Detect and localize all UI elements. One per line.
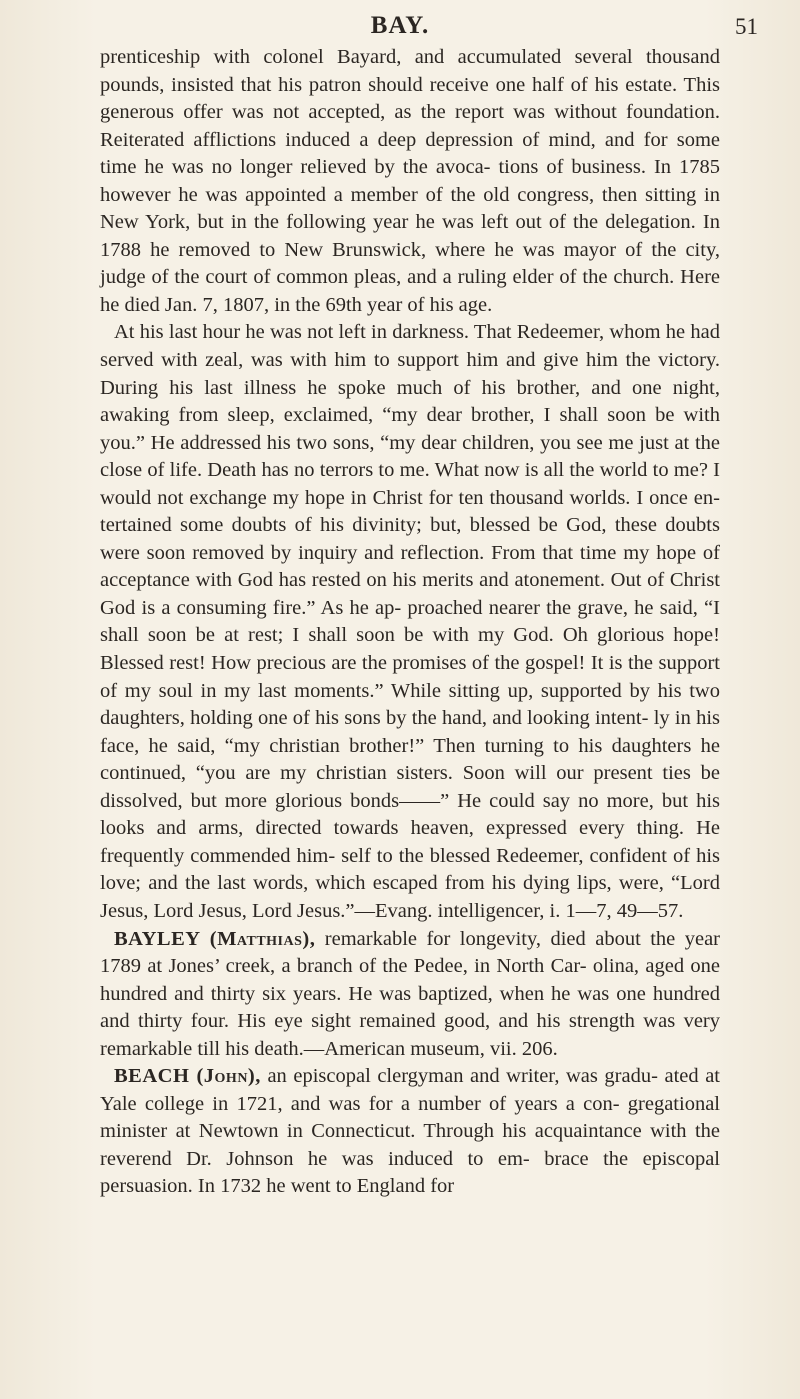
page-number: 51 — [735, 14, 758, 39]
body-text — [100, 44, 720, 1201]
page-header — [0, 8, 800, 48]
entry-headword: BAYLEY (Matthias), — [114, 927, 316, 950]
entry-headword: BEACH (John), — [114, 1065, 261, 1088]
paragraph-bayard-continued — [100, 44, 720, 319]
entry-beach — [100, 1063, 720, 1201]
paragraph-text: At his last hour he was not left in darkness. That Redeemer, whom he had served with zeal, was with him to support him and give him the victory. During his last illness he spoke much of his brother, and one night, awaking from sleep, exclaimed, “my dear brother, I shall soon be with you.” He addressed his two sons, “my dear children, you see me just at the close of life. Death has no terrors to me. What now is all the world to me? I would not exchange my hope in Christ for ten thousand worlds. I once en- tertained some doubts of his divinity; but, blessed be God, these doubts were soon removed by inquiry and reflection. From that time my hope of acceptance with God has rested on his merits and atonement. Out of Christ God is a consuming fire.” As he ap- proached nearer the grave, he said, “I shall soon be at rest; I shall soon be with my God. Oh glorious hope! Blessed rest! How precious are the promises of the gospel! It is the support of my soul in my last moments.” While sitting up, supported by his two daughters, holding one of his sons by the hand, and looking intent- ly in his face, he said, “my christian brother!” Then turning to his daughters he continued, “you are my christian sisters. Soon will our present ties be dissolved, but more glorious bonds——” He could say no more, but his looks and arms, directed towards heaven, expressed every thing. He frequently commended him- self to the blessed Redeemer, confident of his love; and the last words, which escaped from his dying lips, were, “Lord Jesus, Lord Jesus, Lord Jesus.”—Evang. intelligencer, i. 1—7, 49—57. — [100, 321, 720, 922]
paragraph-text: prenticeship with colonel Bayard, and accumulated several thousand pounds, insisted that his patron should receive one half of his estate. This generous offer was not accepted, as the report was without foundation. Reiterated afflictions induced a deep depression of mind, and for some time he was no longer relieved by the avoca- tions of business. In 1785 however he was appointed a member of the old congress, then sitting in New York, but in the following year he was left out of the delegation. In 1788 he removed to New Brunswick, where he was mayor of the city, judge of the court of common pleas, and a ruling elder of the church. Here he died Jan. 7, 1807, in the 69th year of his age. — [100, 46, 720, 316]
entry-text: remarkable for longevity, died about the year 1789 at Jones’ creek, a branch of the Pedee, in North Car- olina, aged one hundred and thirty six years. He was baptized, when he was one hundred and thirty four. His eye sight remained good, and his strength was very remarkable till his death.—American museum, vii. 206. — [100, 927, 720, 1060]
paragraph-last-hour — [100, 319, 720, 925]
entry-text: an episcopal clergyman and writer, was gradu- ated at Yale college in 1721, and was for a number of years a con- gregational minister at Newtown in Connecticut. Through his acquaintance with the reverend Dr. Johnson he was induced to em- brace the episcopal persuasion. In 1732 he went to England for — [100, 1065, 720, 1198]
entry-bayley — [100, 926, 720, 1064]
running-head: BAY. — [370, 12, 430, 39]
